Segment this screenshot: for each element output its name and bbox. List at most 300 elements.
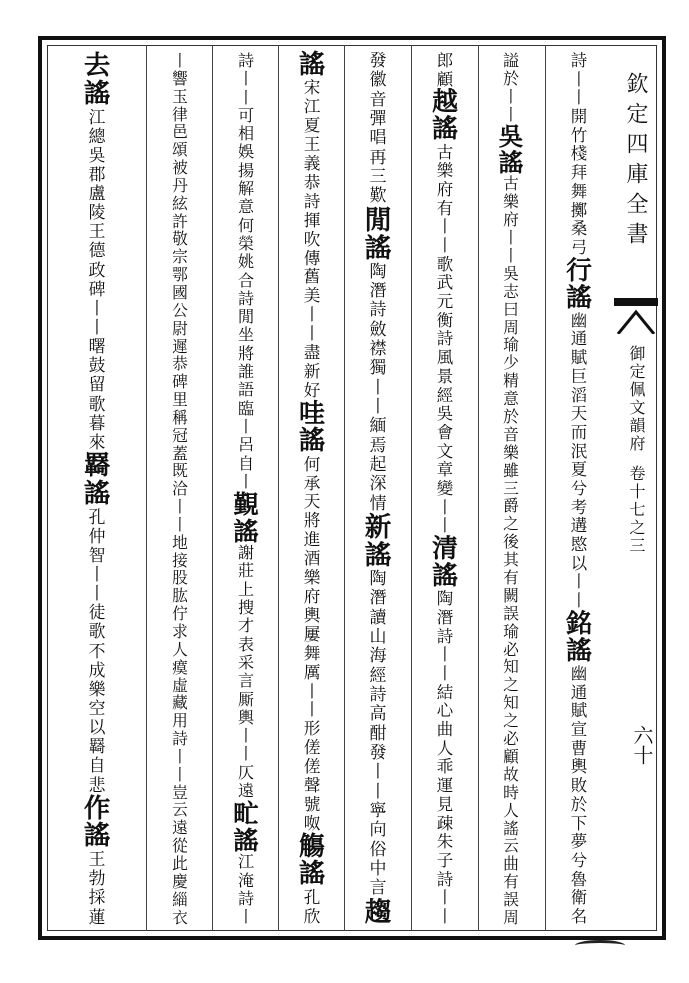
text-char: 地 xyxy=(172,532,188,552)
column-divider xyxy=(278,45,279,931)
text-char: 樂 xyxy=(503,192,519,212)
text-char: 丨 xyxy=(503,86,519,106)
text-char: 詩 xyxy=(436,329,454,349)
text-char: 歌 xyxy=(88,393,106,414)
text-char: 丨 xyxy=(436,888,454,908)
text-char: 號 xyxy=(303,794,321,814)
text-char: 結 xyxy=(436,682,454,702)
text-char: 宗 xyxy=(172,247,188,267)
text-char: 深 xyxy=(369,474,387,495)
text-char: 輿 xyxy=(303,605,321,625)
text-char: 風 xyxy=(436,348,454,368)
side-label xyxy=(628,345,644,561)
text-char: 詩 xyxy=(570,51,588,70)
text-char: 留 xyxy=(88,374,106,395)
text-char: 徒 xyxy=(88,602,106,623)
text-char: 厲 xyxy=(303,662,321,682)
text-char: 敬 xyxy=(172,229,188,249)
text-char: 於 xyxy=(503,68,519,88)
text-char: 丨 xyxy=(172,51,188,70)
page-number xyxy=(632,725,652,769)
text-char: 尉 xyxy=(172,318,188,338)
headword-char: 清 xyxy=(432,534,458,565)
text-char: 吳 xyxy=(436,404,454,424)
text-char: 丨 xyxy=(303,305,321,325)
text-char: 詩 xyxy=(369,300,387,321)
text-char: 考 xyxy=(570,497,588,517)
text-char: 丨 xyxy=(172,497,188,517)
headword-char: 觴 xyxy=(298,831,326,862)
text-char: 必 xyxy=(503,639,519,659)
text-char: 曲 xyxy=(503,854,519,874)
text-char: 歌 xyxy=(436,254,454,274)
text-char: 丨 xyxy=(436,906,454,926)
text-char: 獨 xyxy=(369,358,387,379)
text-char: 莊 xyxy=(237,561,255,581)
text-char: 郡 xyxy=(88,163,106,184)
text-char: 臨 xyxy=(237,398,255,418)
text-char: 傞 xyxy=(303,738,321,758)
headword-char: 謠 xyxy=(233,824,259,855)
text-char: 承 xyxy=(303,473,321,493)
text-char: 音 xyxy=(503,424,519,444)
text-char: 其 xyxy=(503,550,519,570)
text-char: 陵 xyxy=(88,202,106,223)
headword-char: 謠 xyxy=(83,477,111,509)
text-char: 瑜 xyxy=(503,335,519,355)
book-title-char: 欽定四庫全書 xyxy=(623,72,648,252)
text-char: 顧 xyxy=(436,69,454,89)
text-char: 樂 xyxy=(503,442,519,462)
text-char: 丨 xyxy=(172,746,188,766)
text-char: 詩 xyxy=(303,191,321,211)
text-column xyxy=(414,52,476,927)
text-char: 吳 xyxy=(88,144,106,165)
headword-char: 謠 xyxy=(298,426,326,457)
text-char: 國 xyxy=(172,282,188,302)
text-char: 詩 xyxy=(237,288,255,308)
text-char: 志 xyxy=(503,281,519,301)
text-char: 曙 xyxy=(88,336,106,357)
text-char: 歌 xyxy=(88,621,106,642)
text-char: 古 xyxy=(436,142,454,162)
text-char: 天 xyxy=(303,492,321,512)
column-divider xyxy=(411,45,412,931)
text-char: 丨 xyxy=(503,228,519,248)
text-char: 桑 xyxy=(570,219,588,239)
text-char: 乖 xyxy=(436,757,454,777)
text-char: 章 xyxy=(436,460,454,480)
text-char: 衛 xyxy=(570,888,588,908)
text-char: 用 xyxy=(172,711,188,731)
text-char: 運 xyxy=(436,776,454,796)
text-char: 高 xyxy=(369,704,387,725)
text-char: 揚 xyxy=(237,160,255,180)
text-char: 通 xyxy=(570,329,588,349)
text-char: 江 xyxy=(88,106,106,127)
headword-char: 謠 xyxy=(83,820,111,852)
text-char: 遠 xyxy=(237,781,255,801)
text-char: 丨 xyxy=(436,645,454,665)
text-char: 三 xyxy=(503,478,519,498)
text-char: 暮 xyxy=(88,412,106,433)
text-char: 丨 xyxy=(570,88,588,108)
text-char: 將 xyxy=(303,511,321,531)
text-char: 厮 xyxy=(237,689,255,709)
text-char: 心 xyxy=(436,701,454,721)
text-char: 有 xyxy=(436,198,454,218)
text-column xyxy=(480,52,542,927)
text-char: 俗 xyxy=(369,839,387,860)
text-char: 再 xyxy=(369,147,387,168)
text-char: 表 xyxy=(237,634,255,654)
text-char: 云 xyxy=(172,800,188,820)
text-char: 才 xyxy=(237,616,255,636)
headword-char: 謠 xyxy=(432,114,458,145)
text-char: 冠 xyxy=(172,425,188,445)
text-column xyxy=(215,52,277,927)
text-char: 丨 xyxy=(237,726,255,746)
text-char: 何 xyxy=(303,454,321,474)
text-char: 起 xyxy=(369,454,387,475)
text-char: 相 xyxy=(237,124,255,144)
text-char: 通 xyxy=(570,682,588,702)
text-char: 兮 xyxy=(570,478,588,498)
text-char: 經 xyxy=(436,385,454,405)
text-char: 謠 xyxy=(503,818,519,838)
text-char: 誤 xyxy=(503,890,519,910)
text-char: 文 xyxy=(436,441,454,461)
text-char: 之 xyxy=(503,675,519,695)
text-column xyxy=(548,52,610,927)
text-char: 丨 xyxy=(237,87,255,107)
text-char: 從 xyxy=(172,836,188,856)
text-char: 周 xyxy=(503,317,519,337)
text-char: 丨 xyxy=(303,700,321,720)
text-char: 採 xyxy=(88,887,106,908)
text-char: 少 xyxy=(503,353,519,373)
text-char: 子 xyxy=(436,850,454,870)
text-char: 音 xyxy=(369,89,387,110)
text-char: 周 xyxy=(503,907,519,927)
headword-char: 謠 xyxy=(566,282,592,313)
text-char: 揮 xyxy=(303,210,321,230)
text-char: 吳 xyxy=(503,263,519,283)
text-char: 爵 xyxy=(503,496,519,516)
text-char: 瘼 xyxy=(172,657,188,677)
text-char: 羇 xyxy=(88,736,106,757)
side-label-title: 御定佩文韻府 xyxy=(627,345,646,453)
text-char: 時 xyxy=(503,782,519,802)
text-char: 義 xyxy=(303,154,321,174)
text-char: 自 xyxy=(88,755,106,776)
text-char: 進 xyxy=(303,530,321,550)
text-char: 丨 xyxy=(303,681,321,701)
text-char: 洽 xyxy=(172,479,188,499)
text-char: 府 xyxy=(303,587,321,607)
text-char: 丨 xyxy=(369,396,387,417)
text-char: 賦 xyxy=(570,348,588,368)
text-char: 緬 xyxy=(369,416,387,437)
text-char: 之 xyxy=(503,514,519,534)
text-char: 以 xyxy=(570,553,588,573)
text-char: 夢 xyxy=(570,832,588,852)
text-char: 景 xyxy=(436,366,454,386)
text-char: 天 xyxy=(570,404,588,424)
text-char: 江 xyxy=(237,852,255,872)
headword-char: 趨 xyxy=(364,896,392,928)
text-char: 蓮 xyxy=(88,906,106,927)
text-char: 丨 xyxy=(237,907,255,927)
headword-char: 謠 xyxy=(432,561,458,592)
text-char: 此 xyxy=(172,853,188,873)
text-char: 府 xyxy=(436,179,454,199)
text-char: 鼓 xyxy=(88,355,106,376)
text-char: 襟 xyxy=(369,339,387,359)
column-divider xyxy=(212,45,213,931)
text-char: 衡 xyxy=(436,310,454,330)
text-char: 將 xyxy=(237,343,255,363)
text-char: 坐 xyxy=(237,325,255,345)
headword-char: 行 xyxy=(566,255,592,286)
text-char: 絃 xyxy=(172,193,188,213)
text-char: 孔 xyxy=(303,887,321,907)
text-char: 丨 xyxy=(436,516,454,536)
headword-char: 覲 xyxy=(233,489,259,520)
text-char: 輿 xyxy=(570,757,588,777)
text-char: 焉 xyxy=(369,435,387,456)
text-char: 智 xyxy=(88,544,106,565)
text-char: 恭 xyxy=(172,354,188,374)
text-char: 誤 xyxy=(503,603,519,623)
text-char: 丨 xyxy=(237,416,255,436)
text-char: 丨 xyxy=(88,297,106,318)
headword-char: 閒 xyxy=(364,204,392,236)
text-char: 府 xyxy=(503,210,519,230)
book-title xyxy=(624,72,646,258)
headword-char: 謠 xyxy=(364,539,392,571)
text-char: 發 xyxy=(369,742,387,763)
headword-char: 新 xyxy=(364,511,392,543)
text-char: 發 xyxy=(369,51,387,71)
text-char: 采 xyxy=(237,652,255,672)
text-char: 擲 xyxy=(570,200,588,220)
text-char: 歎 xyxy=(369,186,387,207)
text-char: 山 xyxy=(369,627,387,647)
text-char: 雖 xyxy=(503,460,519,480)
text-char: 經 xyxy=(369,665,387,686)
text-char: 姚 xyxy=(237,252,255,272)
text-char: 肱 xyxy=(172,586,188,606)
text-char: 盡 xyxy=(303,343,321,363)
headword-char: 謠 xyxy=(298,859,326,890)
text-char: 總 xyxy=(88,125,106,146)
headword-char: 吳 xyxy=(498,121,524,151)
text-char: 丨 xyxy=(369,762,387,783)
text-char: 豈 xyxy=(172,782,188,802)
text-char: 人 xyxy=(503,800,519,820)
text-char: 新 xyxy=(303,362,321,382)
text-char: 疎 xyxy=(436,813,454,833)
text-char: 邑 xyxy=(172,122,188,142)
text-char: 舊 xyxy=(303,267,321,287)
text-char: 丨 xyxy=(436,217,454,237)
headword-char: 謠 xyxy=(566,635,592,666)
text-char: 既 xyxy=(172,461,188,481)
text-char: 仄 xyxy=(237,762,255,782)
text-char: 酒 xyxy=(303,549,321,569)
text-char: 呶 xyxy=(303,813,321,833)
text-char: 頌 xyxy=(172,140,188,160)
text-char: 丨 xyxy=(88,583,106,604)
text-char: 情 xyxy=(369,493,387,514)
headword-char: 哇 xyxy=(298,398,326,429)
text-char: 傞 xyxy=(303,757,321,777)
text-char: 丨 xyxy=(237,471,255,491)
text-char: 以 xyxy=(88,717,106,738)
text-char: 詩 xyxy=(237,889,255,908)
text-char: 恭 xyxy=(303,172,321,192)
text-char: 弓 xyxy=(570,237,588,257)
text-char: 玉 xyxy=(172,86,188,106)
text-char: 里 xyxy=(172,390,188,410)
text-char: 解 xyxy=(237,179,255,199)
text-char: 夏 xyxy=(303,116,321,136)
text-char: 丹 xyxy=(172,175,188,195)
column-divider xyxy=(545,45,546,931)
text-char: 碑 xyxy=(88,278,106,299)
text-char: 佇 xyxy=(172,604,188,624)
text-char: 來 xyxy=(88,431,106,452)
text-char: 於 xyxy=(570,794,588,814)
text-char: 誰 xyxy=(237,362,255,382)
text-char: 求 xyxy=(172,622,188,641)
text-char: 響 xyxy=(172,68,188,88)
text-char: 衣 xyxy=(172,907,188,927)
text-char: 緇 xyxy=(172,889,188,909)
column-divider xyxy=(478,45,479,931)
headword-char: 羇 xyxy=(83,450,111,482)
text-char: 詩 xyxy=(436,869,454,889)
text-char: 宋 xyxy=(303,78,321,98)
text-char: 丨 xyxy=(436,497,454,517)
text-char: 政 xyxy=(88,259,106,280)
text-char: 陶 xyxy=(436,589,454,609)
text-char: 彈 xyxy=(369,108,387,129)
text-char: 愍 xyxy=(570,535,588,555)
text-char: 美 xyxy=(303,286,321,306)
text-char: 丨 xyxy=(172,764,188,784)
text-char: 丨 xyxy=(436,664,454,683)
text-char: 言 xyxy=(237,671,255,691)
text-char: 中 xyxy=(369,858,387,879)
text-char: 陶 xyxy=(369,261,387,282)
text-char: 語 xyxy=(237,380,255,400)
text-char: 許 xyxy=(172,211,188,231)
text-char: 詩 xyxy=(237,51,255,70)
text-char: 泯 xyxy=(570,441,588,461)
text-char: 屢 xyxy=(303,624,321,644)
text-char: 潛 xyxy=(436,607,454,627)
text-char: 敗 xyxy=(570,776,588,796)
text-char: 寧 xyxy=(369,800,387,821)
text-char: 夏 xyxy=(570,460,588,480)
text-char: 會 xyxy=(436,422,454,442)
headword-char: 謠 xyxy=(364,232,392,264)
text-char: 丨 xyxy=(237,69,255,89)
text-char: 江 xyxy=(303,97,321,117)
text-char: 悲 xyxy=(88,774,106,795)
text-char: 呂 xyxy=(237,435,255,455)
text-char: 變 xyxy=(436,478,454,498)
text-char: 兮 xyxy=(570,850,588,870)
headword-char: 謠 xyxy=(83,77,111,109)
text-char: 徽 xyxy=(369,70,387,91)
text-char: 潛 xyxy=(369,281,387,302)
text-char: 輿 xyxy=(237,707,255,727)
text-char: 律 xyxy=(172,104,188,124)
text-char: 上 xyxy=(237,579,255,599)
text-char: 精 xyxy=(503,371,519,391)
text-column xyxy=(66,52,128,927)
text-char: 舞 xyxy=(570,181,588,201)
text-char: 丨 xyxy=(503,246,519,265)
text-char: 曰 xyxy=(503,299,519,319)
text-char: 向 xyxy=(369,820,387,841)
text-char: 丨 xyxy=(436,236,454,256)
text-char: 棧 xyxy=(570,144,588,164)
text-char: 郎 xyxy=(436,51,454,70)
text-char: 鄂 xyxy=(172,265,188,285)
text-char: 元 xyxy=(436,292,454,312)
text-char: 藏 xyxy=(172,693,188,713)
text-char: 淹 xyxy=(237,870,255,890)
text-char: 人 xyxy=(436,738,454,758)
fishtail-mark xyxy=(614,298,658,334)
text-char: 見 xyxy=(436,794,454,814)
headword-char: 作 xyxy=(83,792,111,824)
text-char: 曲 xyxy=(436,720,454,740)
text-char: 云 xyxy=(503,836,519,856)
text-char: 遲 xyxy=(172,336,188,356)
text-char: 何 xyxy=(237,215,255,235)
text-char: 合 xyxy=(237,270,255,290)
text-char: 丨 xyxy=(570,572,588,592)
text-char: 而 xyxy=(570,422,588,442)
side-label-volume: 卷十七之三 xyxy=(627,465,646,555)
text-char: 之 xyxy=(503,711,519,731)
text-char: 蓋 xyxy=(172,443,188,463)
text-column xyxy=(281,52,343,927)
text-char: 欣 xyxy=(303,906,321,926)
text-char: 賦 xyxy=(570,701,588,721)
text-char: 盧 xyxy=(88,183,106,204)
text-column xyxy=(149,52,211,927)
text-char: 名 xyxy=(570,906,588,926)
text-char: 於 xyxy=(503,407,519,427)
text-char: 謝 xyxy=(237,543,255,563)
text-char: 朱 xyxy=(436,832,454,852)
text-char: 丨 xyxy=(570,591,588,611)
text-char: 榮 xyxy=(237,233,255,253)
text-char: 搜 xyxy=(237,598,255,618)
text-char: 丨 xyxy=(237,744,255,764)
text-char: 仲 xyxy=(88,525,106,546)
text-char: 形 xyxy=(303,719,321,739)
text-char: 樂 xyxy=(88,678,106,699)
headword-char: 甿 xyxy=(233,798,259,829)
text-char: 意 xyxy=(503,389,519,409)
